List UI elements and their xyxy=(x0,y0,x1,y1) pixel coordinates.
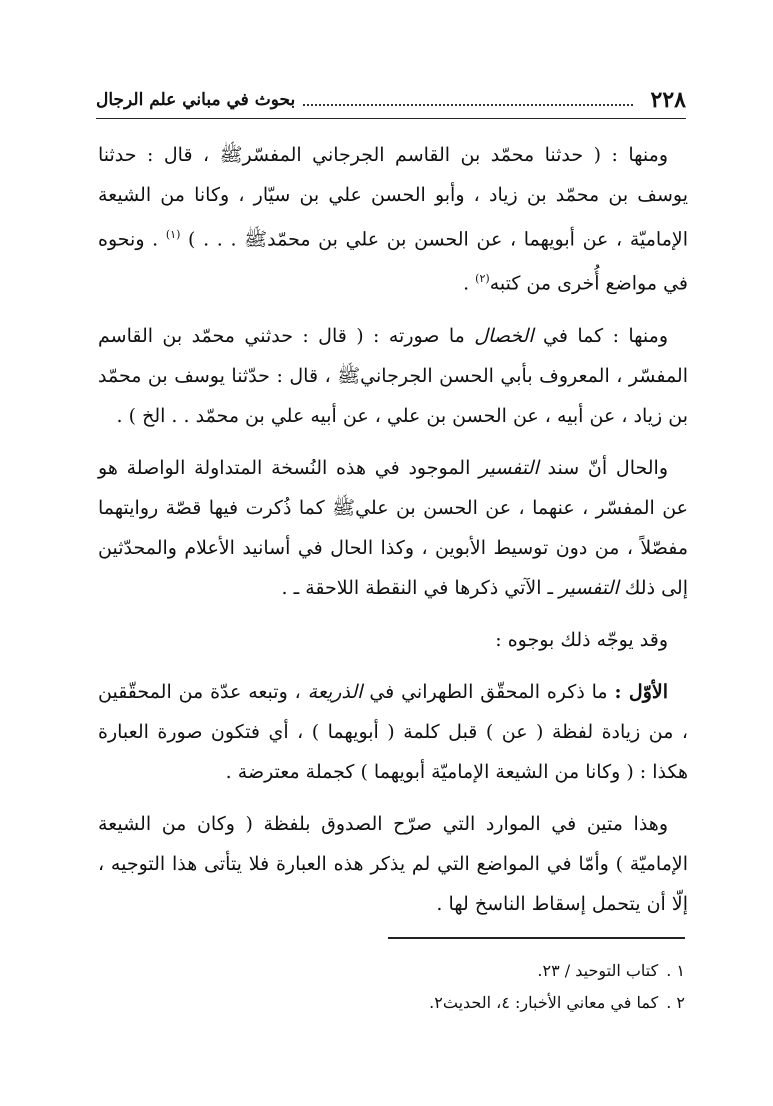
paragraph-2-text: ما صورته : ( قال : حدثني محمّد بن القاسم المفسّر ، المعروف بأبي الحسن الجرجانيﷺ ، قال : حدّثنا يوسف بن محمّد بن زياد ، عن أبيه ، عن الحسن بن علي ، عن أبيه علي بن محمّد . . الخ ) . xyxy=(98,324,688,427)
footnote-number: ٢ . xyxy=(666,993,685,1012)
book-title-tafsir-1: التفسير xyxy=(479,456,539,479)
paragraph-2-lead: ومنها : كما في xyxy=(543,324,668,347)
paragraph-1-end: . xyxy=(463,272,470,295)
footnote-ref-2: (٢) xyxy=(475,272,490,286)
paragraph-3-lead: والحال أنّ سند xyxy=(547,456,669,479)
paragraph-1-tail: . ونحوه في مواضع أُخرى من كتبه xyxy=(98,228,688,295)
header-dot-leader xyxy=(303,94,632,106)
footnote-1 xyxy=(300,955,685,987)
book-title-tafsir-2: التفسير xyxy=(559,576,619,599)
paragraph-3-text: الموجود في هذه النُسخة المتداولة الواصلة هو عن المفسّر ، عنهما ، عن الحسن بن عليﷺ كما ذُكرت فيها قصّة روايتهما مفصّلاً ، من دون توسيط الأبوين ، وكذا الحال في أسانيد الأعلام والمحدّثين إلى ذلك xyxy=(98,456,688,599)
running-title: بحوث في مباني علم الرجال xyxy=(96,90,296,110)
paragraph-3 xyxy=(98,448,688,608)
paragraph-5-text: ، وتبعه عدّة من المحقّقين ، من زيادة لفظة ( عن ) قبل كلمة ( أبويهما ) ، أي فتكون صورة العبارة هكذا : ( وكانا من الشيعة الإماميّة أبويهما ) كجملة معترضة . xyxy=(98,680,688,783)
paragraph-4: وقد يوجّه ذلك بوجوه : xyxy=(495,628,668,651)
footnotes xyxy=(300,955,685,1019)
book-title-dharia: الذريعة xyxy=(307,680,363,703)
footnote-text: كما في معاني الأخبار: ٤، الحديث٢. xyxy=(429,993,659,1012)
footnote-2 xyxy=(300,987,685,1019)
paragraph-6: وهذا متين في الموارد التي صرّح الصدوق بلفظة ( وكان من الشيعة الإماميّة ) وأمّا في المواضع التي لم يذكر هذه العبارة فلا يتأتى هذا التوجيه ، إلّا أن يتحمل إسقاط الناسخ لها . xyxy=(98,812,688,915)
page-number: ٢٢٨ xyxy=(650,87,686,113)
paragraph-3-tail: ـ الآتي ذكرها في النقطة اللاحقة ـ . xyxy=(281,576,554,599)
paragraph-2 xyxy=(98,316,688,436)
footnote-separator xyxy=(388,937,685,939)
main-text xyxy=(98,135,688,936)
footnote-ref-1: (١) xyxy=(165,228,181,241)
footnote-text: كتاب التوحيد / ٢٣. xyxy=(537,961,659,980)
paragraph-5-lead: ما ذكره المحقّق الطهراني في xyxy=(369,680,608,703)
footnote-number: ١ . xyxy=(666,961,685,980)
paragraph-1-text: ومنها : ( حدثنا محمّد بن القاسم الجرجاني المفسّرﷺ ، قال : حدثنا يوسف بن محمّد بن زياد ، وأبو الحسن علي بن سيّار ، وكانا من الشيعة الإماميّة ، عن أبويهما ، عن الحسن بن علي بن محمّدﷺ . . . ) xyxy=(98,144,688,251)
point-heading-first: الأوّل : xyxy=(614,680,669,703)
page-header xyxy=(96,82,686,119)
book-title-khisal: الخصال xyxy=(474,324,534,347)
paragraph-1 xyxy=(98,135,688,304)
paragraph-5 xyxy=(98,672,688,792)
